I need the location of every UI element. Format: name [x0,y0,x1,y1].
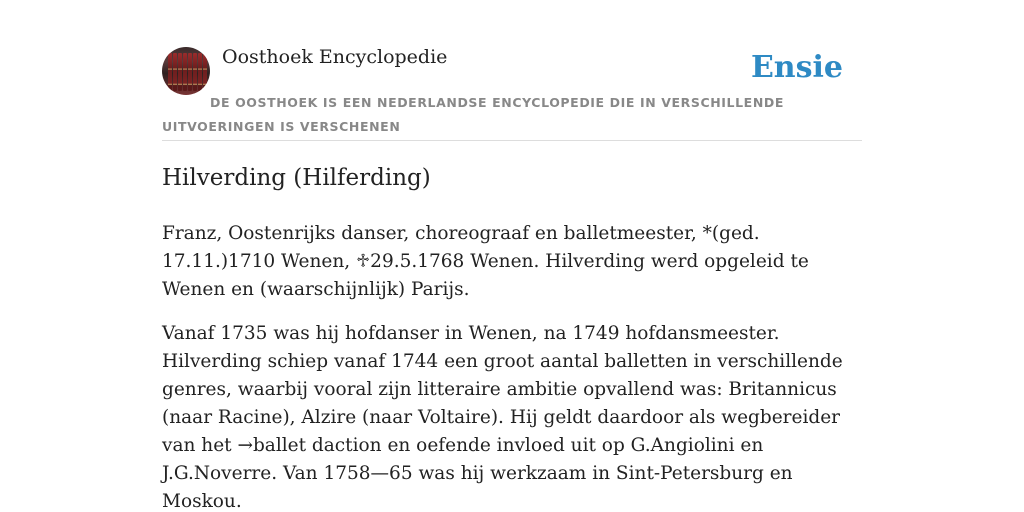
encyclopedia-books-icon[interactable] [162,47,210,95]
ensie-logo-link[interactable]: Ensie [750,50,843,85]
article-title: Hilverding (Hilferding) [162,165,431,191]
article-paragraph-2: Vanaf 1735 was hij hofdanser in Wenen, na 1749 hofdansmeester. Hilverding schiep vanaf 1744 een groot aantal balletten in verschillende genres, waarbij vooral zijn litteraire ambitie opvallend was: Britannicus (naar Racine), Alzire (naar Voltaire). Hij geldt daardoor als wegbereider van het →ballet daction en oefende invloed uit op G.Angiolini en J.G.Noverre. Van 1758—65 was hij werkzaam in Sint-Petersburg en Moskou. [162,323,843,512]
article [162,160,862,512]
article-paragraph-1: Franz, Oostenrijks danser, choreograaf en balletmeester, *(ged. 17.11.)1710 Wenen, ♱29.5.1768 Wenen. Hilverding werd opgeleid te Wenen en (waarschijnlijk) Parijs. [162,223,809,300]
site-name-link[interactable]: Oosthoek Encyclopedie [222,46,448,68]
site-header [162,46,862,141]
site-tagline: DE OOSTHOEK IS EEN NEDERLANDSE ENCYCLOPEDIE DIE IN VERSCHILLENDE UITVOERINGEN IS VERSCHENEN [162,95,784,134]
